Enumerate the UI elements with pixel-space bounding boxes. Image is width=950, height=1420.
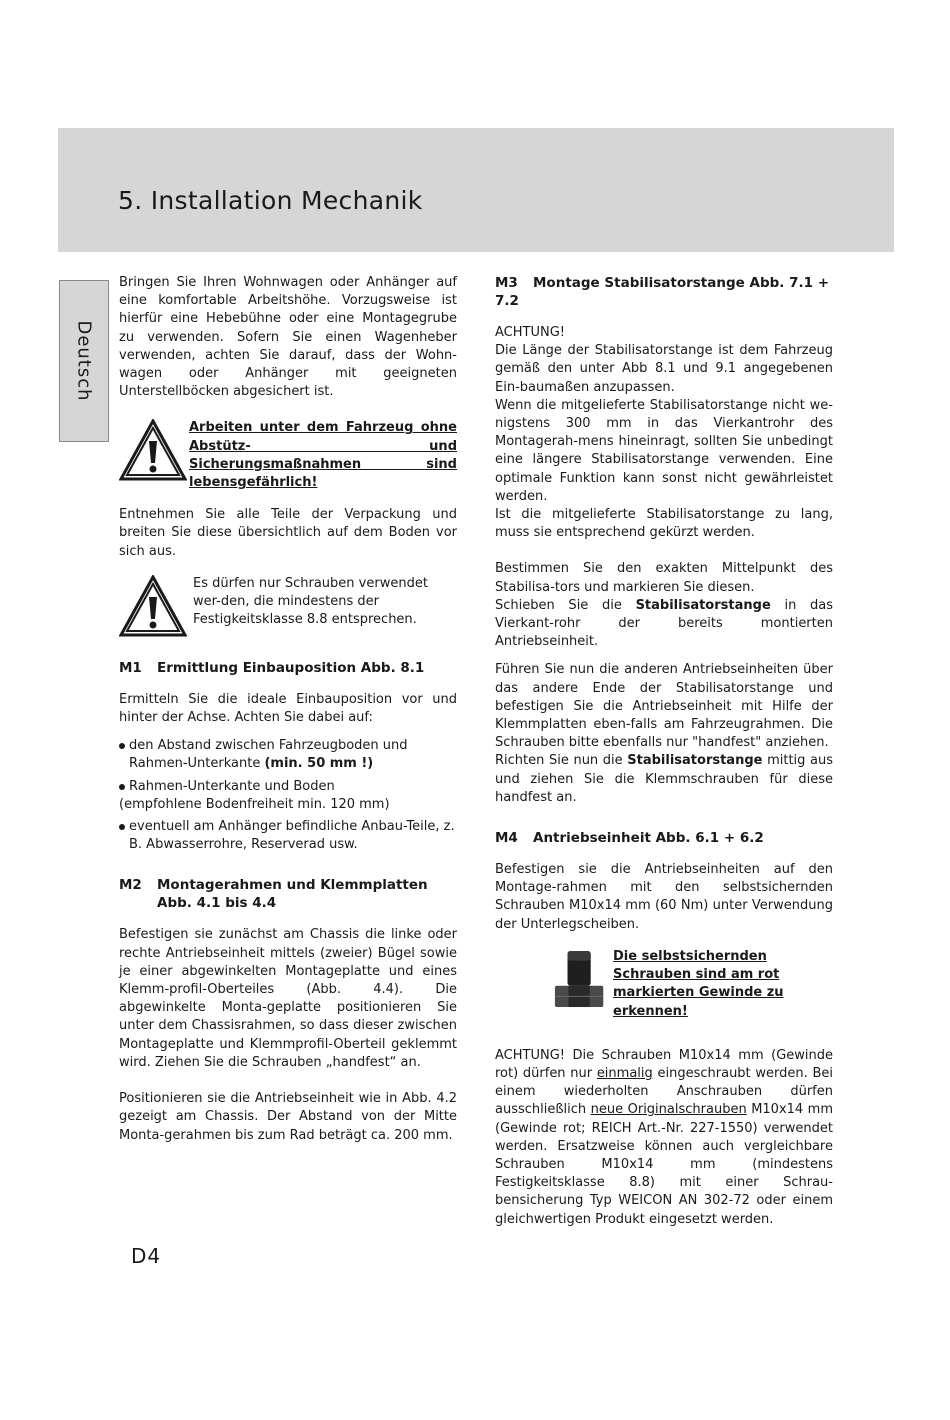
screw-bolt-icon [553,948,613,1010]
m3-paragraph-1: Die Länge der Stabilisatorstange ist dem Fahrzeug gemäß den unter Abb 8.1 und 9.1 angegebenen Ein-baumaßen anzupassen. [495,343,833,395]
m3-paragraph-4: Bestimmen Sie den exakten Mittelpunkt des Stabilisa-tors und markieren Sie diesen. [495,561,833,595]
warning-triangle-icon [119,575,189,637]
warning-text-1: Arbeiten unter dem Fahrzeug ohne Abstütz- und Sicherungsmaßnahmen sind lebensgefährlich! [189,420,457,491]
m1-number: M1 [119,659,142,676]
m2-title-line2: Abb. 4.1 bis 4.4 [157,895,277,912]
m1-bullet-list [119,737,457,854]
intro-paragraph: Bringen Sie Ihren Wohnwagen oder Anhänger auf eine komfortable Arbeitshöhe. Vorzugsweise ist hierfür eine Hebebühne oder eine Montagegrube zu verwenden. Sofern Sie einen Wagenheber verwenden, achten Sie darauf, dass der Wohn-wagen oder Anhänger mit geeigneten Unterstellböcken abgesichert ist. [119,275,457,400]
warning-text-2: Es dürfen nur Schrauben verwendet wer-den, die mindestens der Festigkeitsklasse 8.8 entsprechen. [193,575,428,628]
list-item [119,778,457,814]
left-column [119,274,457,1145]
m2-title-line1: Montagerahmen und Klemmplatten [157,877,428,894]
warning-block-2 [119,575,457,637]
m4-title: Antriebseinheit Abb. 6.1 + 6.2 [533,830,764,847]
stabilisatorstange-term: Stabilisatorstange [627,753,763,769]
warning-block-1 [119,419,457,492]
m2-number: M2 [119,877,142,894]
m1-intro: Ermitteln Sie die ideale Einbauposition vor und hinter der Achse. Achten Sie dabei auf: [119,691,457,726]
text-segment: Richten Sie nun die [495,753,628,769]
m3-heading [495,274,833,310]
m3-paragraph-3: Ist die mitgelieferte Stabilisatorstange zu lang, muss sie entsprechend gekürzt werden. [495,507,833,541]
warning-triangle-icon [119,419,189,481]
unpack-paragraph: Entnehmen Sie alle Teile der Verpackung und breiten Sie diese übersichtlich auf dem Boden vor sich aus. [119,507,457,559]
page-title: 5. Installation Mechanik [118,186,423,215]
screw-note-text: Die selbstsichernden Schrauben sind am rot markierten Gewinde zu erkennen! [613,948,784,1019]
m1-title: Ermittlung Einbauposition Abb. 8.1 [157,659,425,676]
text-segment: mittig aus und ziehen Sie die Klemmschrauben für diese handfest an. [495,753,834,805]
m2-paragraph-2: Positionieren sie die Antriebseinheit wie in Abb. 4.2 gezeigt am Chassis. Der Abstand von der Mitte Monta-gerahmen bis zum Rad beträgt ca. 200 mm. [119,1091,457,1143]
m2-paragraph-1: Befestigen sie zunächst am Chassis die linke oder rechte Antriebseinheit mittels (zweier) Bügel sowie je einer abgewinkelten Montageplatte und eines Klemm-profil-Oberteiles (Abb. 4.4). Die abgewinkelte Monta-geplatte positionieren Sie unter dem Chassisrahmen, so dass dieser zwischen Montageplatte und Klemmprofil-Oberteil geklemmt wird. Ziehen Sie die Schrauben „handfest“ an. [119,927,457,1070]
m3-paragraph-6: Führen Sie nun die anderen Antriebseinheiten über das andere Ende der Stabilisatorstange und befestigen Sie die Antriebseinheit mit Hilfe der Klemmplatten eben-falls am Fahrzeugrahmen. Die Schrauben bitte ebenfalls nur "handfest" anziehen. [495,662,833,751]
neue-originalschrauben-term: neue Originalschrauben [590,1102,747,1118]
m4-paragraph-1: Befestigen sie die Antriebseinheiten auf den Montage-rahmen mit den selbstsichernden Schrauben M10x14 mm (60 Nm) unter Verwendung der Unterlegscheiben. [495,862,833,932]
einmalig-term: einmalig [596,1065,653,1081]
bullet-text: Rahmen-Unterkante und Boden [129,778,335,794]
m3-paragraph-2: Wenn die mitgelieferte Stabilisatorstange nicht we-nigstens 300 mm in das Vierkantrohr des Montagerah-mens hineinragt, sollten Sie unbedingt eine längere Stabilisatorstange verwenden. Eine optimale Funktion kann sonst nicht gewährleistet werden. [495,397,833,504]
bullet-bold-text: (min. 50 mm !) [264,756,374,772]
language-tab [59,280,109,442]
m3-title: Montage Stabilisatorstange Abb. 7.1 + 7.2 [495,275,830,309]
m4-heading [495,829,833,847]
m3-paragraph-7 [495,752,833,807]
list-item [119,818,457,854]
page-number: D4 [131,1244,162,1268]
language-tab-label: Deutsch [73,320,95,402]
m3-paragraph-5 [495,597,833,652]
bullet-text: eventuell am Anhänger befindliche Anbau-Teile, z. B. Abwasserrohre, Reserverad usw. [129,819,455,853]
m3-achtung: ACHTUNG! [495,325,565,340]
stabilisatorstange-term: Stabilisatorstange [635,597,771,613]
text-segment: M10x14 mm (Gewinde rot; REICH Art.-Nr. 227-1550) verwendet werden. Ersatzweise können auch vergleichbare Schrauben M10x14 mm (mindestens Festigkeitsklasse 8.8) mit einer Schrau-bensicherung Typ WEICON AN 302-72 oder einem gleichwertigen Produkt eingesetzt werden. [495,1102,833,1227]
bullet-text: den Abstand zwischen Fahrzeugboden und Rahmen-Unterkante [129,738,408,772]
m3-number: M3 [495,275,518,291]
text-segment: Schieben Sie die [495,597,636,613]
m4-number: M4 [495,830,518,847]
list-item [119,737,457,773]
text-segment: ACHTUNG! Die Schrauben M10x14 mm (Gewinde rot) dürfen nur [495,1047,833,1081]
m2-heading [119,876,457,912]
text-segment: in das Vierkant-rohr der bereits montierten Antriebseinheit. [495,597,834,650]
screw-note-block [553,948,833,1021]
m1-heading [119,659,457,677]
bullet-subtext: (empfohlene Bodenfreiheit min. 120 mm) [119,796,390,812]
right-column [495,274,833,1229]
m4-paragraph-2 [495,1047,833,1229]
text-segment: eingeschraubt werden. Bei einem wiederholten Anschrauben dürfen ausschließlich [495,1065,833,1118]
